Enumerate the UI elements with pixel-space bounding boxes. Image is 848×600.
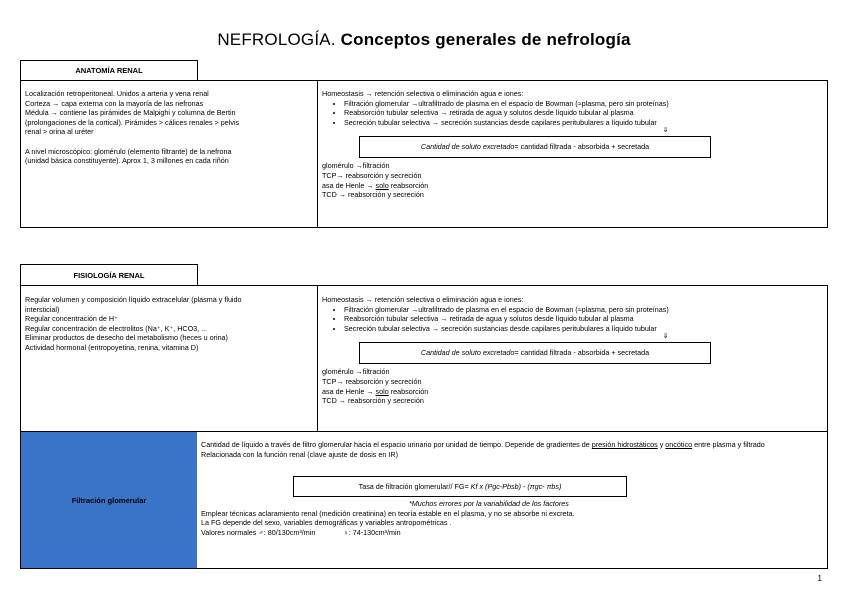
list-item: • Secreción tubular selectiva → secreción sustancias desde capilares peritubulares a líquido tubular	[344, 118, 824, 128]
fisiologia-line: Regular concentración de electrolitos (Na⁺, K⁺, HCO3, ...	[25, 323, 208, 333]
page-number: 1	[817, 574, 822, 583]
formula-rest: = cantidad filtrada - absorbida + secretada	[514, 142, 650, 152]
title-prefix: NEFROLOGÍA.	[217, 30, 336, 49]
text: y	[657, 440, 666, 449]
text: asa de Henle →	[322, 386, 376, 396]
homeostasis-intro: Homeostasis → retención selectiva o eliminación agua e iones:	[322, 295, 524, 304]
text: asa de Henle →	[322, 180, 376, 190]
fg-definition	[201, 440, 823, 450]
page-title	[0, 30, 848, 50]
text: entre plasma y filtrado	[692, 440, 765, 449]
nephron-line: TCD → reabsorción y secreción	[322, 190, 424, 200]
anatomia-line: renal > orina al uréter	[25, 127, 94, 137]
anatomia-tab-label: ANATOMÍA RENAL	[75, 66, 143, 75]
down-arrow-icon: ⇓	[662, 127, 669, 135]
underlined-text: solo	[375, 386, 389, 396]
underlined-text: solo	[375, 180, 389, 190]
fg-normal-values	[201, 528, 823, 538]
fisiologia-tab-label: FISIOLOGÍA RENAL	[73, 271, 145, 280]
anatomia-line: Médula → contiene las pirámides de Malpighi y columna de Bertin	[25, 108, 236, 118]
fisiologia-line: Eliminar productos de desecho del metabolismo (heces u orina)	[25, 333, 228, 343]
list-item: • Filtración glomerular →ultrafiltrado de plasma en el espacio de Bowman (≈plasma, pero sin proteínas)	[344, 305, 824, 315]
homeostasis-intro: Homeostasis → retención selectiva o eliminación agua e iones:	[322, 89, 524, 98]
fg-note: *Muchos errores por la variabilidad de los factores	[409, 499, 569, 509]
nephron-line: TCP→ reabsorción y secreción	[322, 376, 422, 386]
homeostasis-list	[322, 99, 824, 128]
nephron-line: TCD → reabsorción y secreción	[322, 396, 424, 406]
male-values: Valores normales ♂: 80/130cm³/min	[201, 527, 316, 537]
fisiologia-line: intersticial)	[25, 304, 60, 314]
formula-term: Cantidad de soluto excretado	[420, 348, 515, 358]
female-values: ♀: 74-130cm³/min	[343, 527, 401, 537]
fisiologia-line: Regular concentración de H⁺	[25, 314, 118, 324]
nephron-line	[322, 181, 824, 191]
homeostasis-list	[322, 305, 824, 334]
anatomia-line: A nivel microscópico: glomérulo (elemento filtrante) de la nefrona	[25, 146, 232, 156]
fisiologia-tab	[20, 264, 198, 285]
anatomia-line: (unidad básica constituyente). Aprox 1, 3 millones en cada riñón	[25, 156, 229, 166]
anatomia-left-text	[25, 89, 315, 166]
fisiologia-divider	[317, 286, 318, 431]
list-item: • Reabsorción tubular selectiva → retirada de agua y solutos desde líquido tubular al plasma	[344, 108, 824, 118]
spacer	[25, 137, 315, 147]
fisiologia-line: Regular volumen y composición líquido extracelular (plasma y fluido	[25, 295, 242, 304]
formula-term: Cantidad de soluto excretado	[420, 142, 515, 152]
anatomia-tab	[20, 60, 198, 80]
nephron-line: glomérulo →filtración	[322, 161, 390, 171]
anatomia-divider	[317, 81, 318, 227]
formula-expression: Kf x (Pgc-Pbsb) - (πgc- πbs)	[470, 482, 562, 492]
fg-line: Emplear técnicas aclaramiento renal (medición creatinina) en teoría estable en el plasma, y no se absorbe ni excreta.	[201, 508, 575, 518]
fisiologia-right-text	[322, 295, 824, 406]
fg-label-cell	[21, 432, 197, 568]
title-main: Conceptos generales de nefrología	[340, 30, 631, 49]
fg-line: La FG depende del sexo, variables demográficas y variables antropométricas .	[201, 518, 452, 528]
excretion-formula	[359, 342, 711, 364]
anatomia-right-text	[322, 89, 824, 200]
underlined-text: presión hidrostáticos	[591, 440, 658, 449]
anatomia-line: (prolongaciones de la cortical). Pirámides > cálices renales > pelvis	[25, 117, 240, 127]
anatomia-section	[20, 80, 828, 228]
text: reabsorción	[388, 386, 429, 396]
list-item: • Secreción tubular selectiva → secreción sustancias desde capilares peritubulares a líquido tubular	[344, 324, 824, 334]
fisiologia-line: Actividad hormonal (eritropoyetina, renina, vitamina D)	[25, 342, 199, 352]
down-arrow-icon: ⇓	[662, 333, 669, 341]
formula-rest: = cantidad filtrada - absorbida + secretada	[514, 348, 650, 358]
fg-label: Filtración glomerular	[71, 495, 147, 505]
fg-line: Relacionada con la función renal (clave ajuste de dosis en IR)	[201, 449, 398, 459]
underlined-text: oncótico	[665, 440, 693, 449]
fisiologia-section	[20, 285, 828, 569]
fg-formula	[293, 476, 627, 497]
fg-content	[201, 440, 823, 538]
nephron-line: TCP→ reabsorción y secreción	[322, 170, 422, 180]
anatomia-line: Corteza → capa externa con la mayoría de las nefronas	[25, 98, 204, 108]
formula-text: Tasa de filtración glomerular// FG=	[358, 482, 471, 492]
list-item: • Filtración glomerular →ultrafiltrado de plasma en el espacio de Bowman (≈plasma, pero sin proteínas)	[344, 99, 824, 109]
anatomia-line: Localización retroperitoneal. Unidos a arteria y vena renal	[25, 89, 209, 98]
list-item: • Reabsorción tubular selectiva → retirada de agua y solutos desde líquido tubular al plasma	[344, 314, 824, 324]
text: Cantidad de líquido a través de filtro glomerular hacia el espacio urinario por unidad de tiempo. Depende de gradientes de	[201, 440, 592, 449]
nephron-line: glomérulo →filtración	[322, 367, 390, 377]
nephron-line	[322, 387, 824, 397]
excretion-formula	[359, 136, 711, 158]
text: reabsorción	[388, 180, 429, 190]
fisiologia-left-text	[25, 295, 315, 353]
